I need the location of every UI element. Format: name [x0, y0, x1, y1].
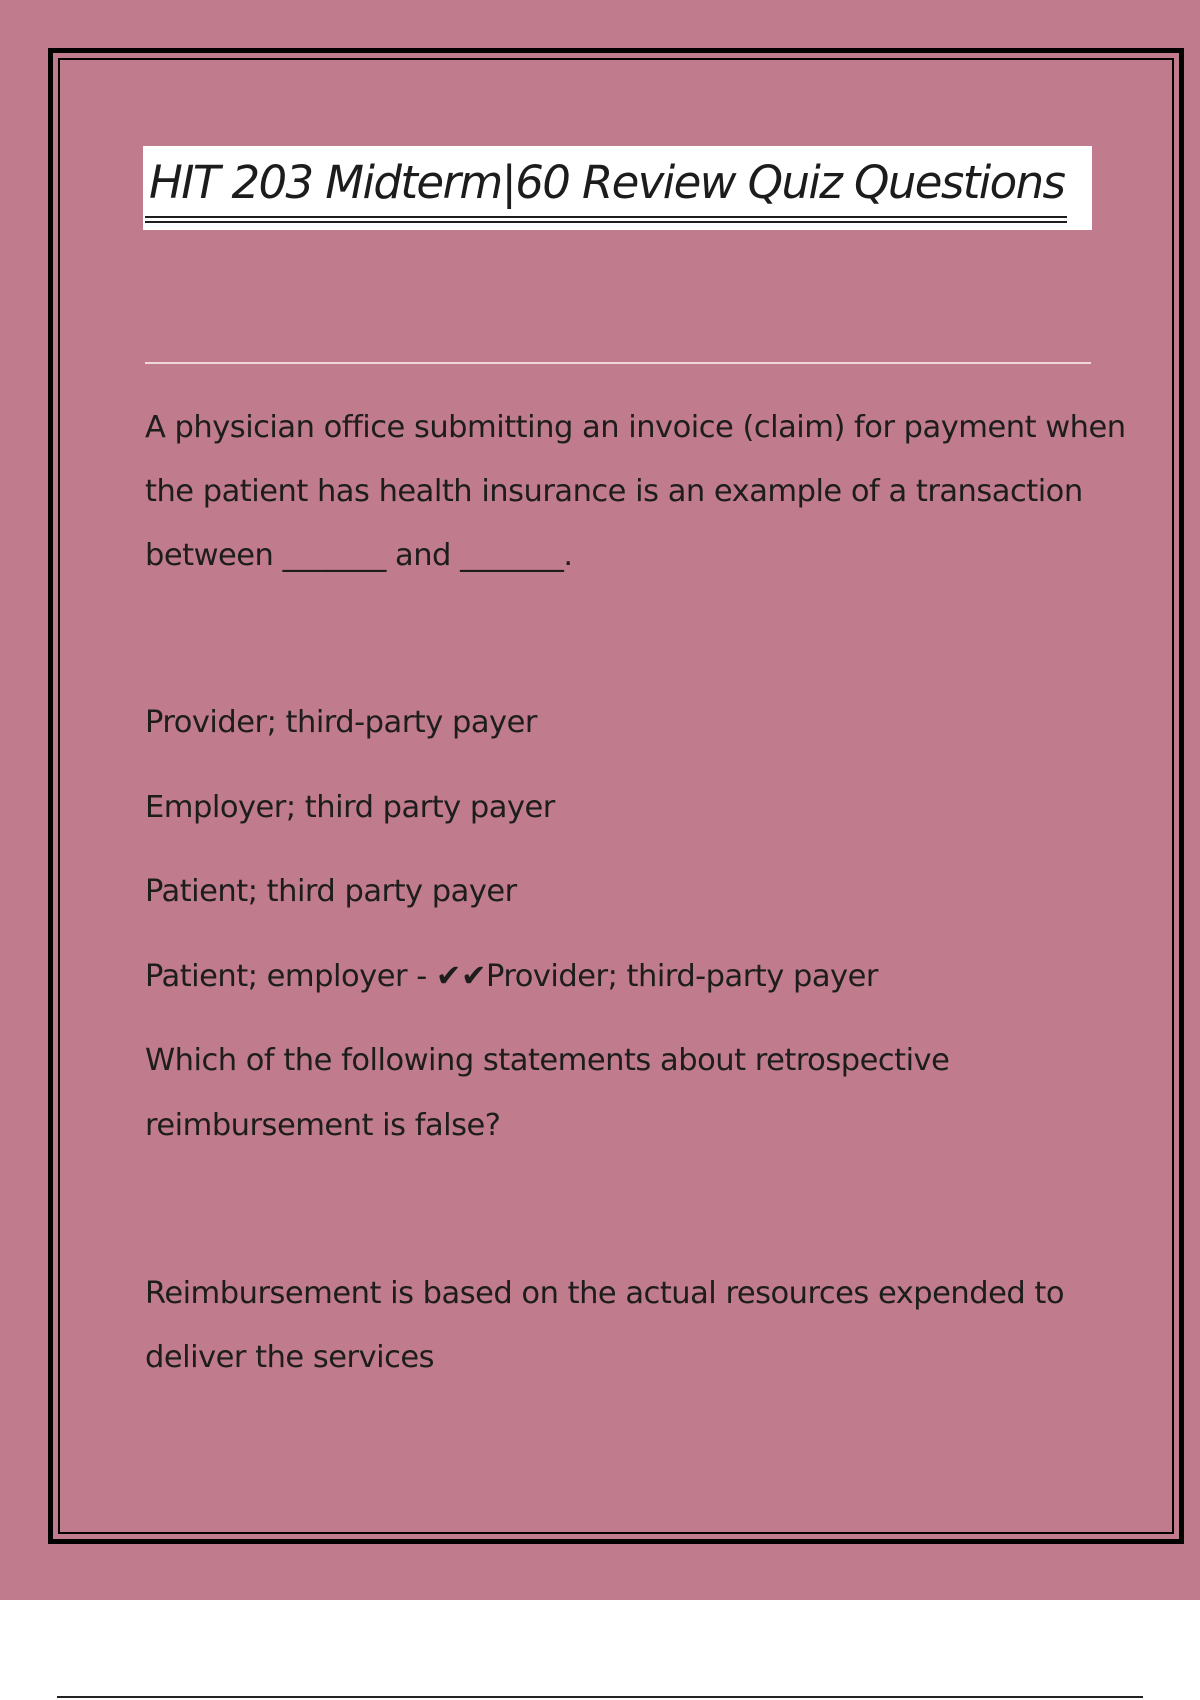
document-title: HIT 203 Midterm|60 Review Quiz Questions — [149, 156, 1065, 209]
question-1-option-2: Employer; third party payer — [145, 790, 555, 825]
question-2-line-1: Which of the following statements about retrospective — [145, 1043, 950, 1078]
question-1-option-4-answer: Patient; employer - ✔✔Provider; third-party payer — [145, 959, 878, 994]
question-2-option-1-line-1: Reimbursement is based on the actual resources expended to — [145, 1276, 1065, 1311]
footer-rule — [57, 1696, 1143, 1698]
question-2-line-2: reimbursement is false? — [145, 1108, 501, 1143]
question-1-line-2: the patient has health insurance is an example of a transaction — [145, 474, 1083, 509]
title-underline-double — [145, 221, 1067, 223]
section-divider — [145, 362, 1091, 364]
question-1-option-3: Patient; third party payer — [145, 874, 517, 909]
title-box — [143, 146, 1092, 230]
question-1-line-3: between _______ and _______. — [145, 538, 573, 573]
question-1-line-1: A physician office submitting an invoice (claim) for payment when — [145, 410, 1126, 445]
question-2-option-1-line-2: deliver the services — [145, 1340, 435, 1375]
title-underline — [145, 216, 1067, 218]
question-1-option-1: Provider; third-party payer — [145, 705, 537, 740]
